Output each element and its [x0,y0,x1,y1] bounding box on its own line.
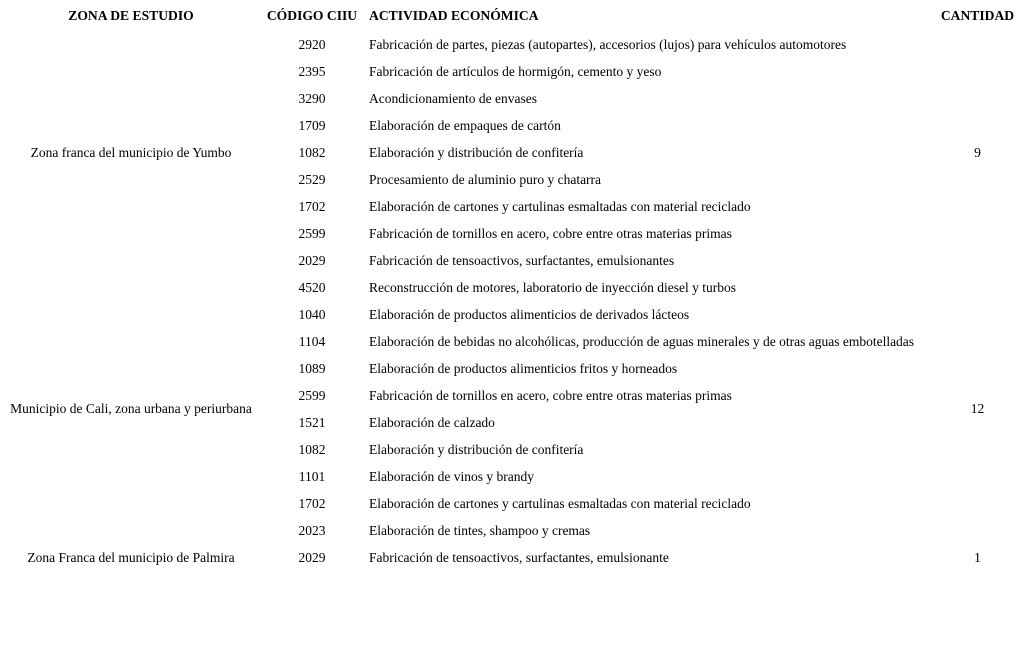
table-header-row [0,0,1021,31]
actividad-cell: Fabricación de partes, piezas (autopartes), accesorios (lujos) para vehículos automotores [369,36,847,52]
cantidad-cell: 1 [974,549,981,565]
actividad-cell: Elaboración de bebidas no alcohólicas, producción de aguas minerales y de otras aguas embotelladas [369,333,915,349]
codigo-cell: 1702 [298,495,326,511]
table-row [0,544,1021,571]
actividad-cell: Elaboración de tintes, shampoo y cremas [369,522,591,538]
codigo-cell: 1082 [298,144,326,160]
actividad-cell: Fabricación de tornillos en acero, cobre entre otras materias primas [369,225,732,241]
codigo-cell: 1104 [298,333,326,349]
actividad-cell: Elaboración de vinos y brandy [369,468,534,484]
actividad-cell: Elaboración de cartones y cartulinas esmaltadas con material reciclado [369,495,751,511]
actividad-cell: Fabricación de artículos de hormigón, cemento y yeso [369,63,662,79]
zona-cell: Zona Franca del municipio de Palmira [27,549,235,565]
actividad-cell: Elaboración y distribución de confitería [369,441,584,457]
actividad-cell: Elaboración de calzado [369,414,495,430]
cantidad-cell: 9 [974,144,981,160]
codigo-cell: 2599 [298,225,326,241]
actividad-cell: Reconstrucción de motores, laboratorio de inyección diesel y turbos [369,279,737,295]
cantidad-cell: 12 [970,401,985,416]
actividad-cell: Elaboración y distribución de confitería [369,144,584,160]
table-row [0,274,1021,301]
codigo-cell: 1101 [298,468,326,484]
codigo-cell: 2920 [298,36,326,52]
codigo-cell: 2029 [298,252,326,268]
actividad-cell: Fabricación de tensoactivos, surfactantes, emulsionante [369,549,669,565]
actividad-cell: Elaboración de productos alimenticios de derivados lácteos [369,306,690,322]
codigo-cell: 1040 [298,306,326,322]
zona-cell: Zona franca del municipio de Yumbo [30,144,232,160]
actividad-cell: Elaboración de empaques de cartón [369,117,561,133]
codigo-cell: 3290 [298,90,326,106]
codigo-cell: 1082 [298,441,326,457]
actividad-cell: Elaboración de cartones y cartulinas esmaltadas con material reciclado [369,198,751,214]
actividad-cell: Acondicionamiento de envases [369,90,537,106]
codigo-cell: 2529 [298,171,326,187]
table-body [0,31,1021,571]
actividad-cell: Fabricación de tornillos en acero, cobre entre otras materias primas [369,387,732,403]
zona-cell: Municipio de Cali, zona urbana y periurbana [10,401,252,416]
column-header-zona-de-estudio: ZONA DE ESTUDIO [68,7,194,23]
codigo-cell: 2023 [298,522,326,538]
codigo-cell: 1521 [298,414,326,430]
codigo-cell: 1702 [298,198,326,214]
codigo-cell: 2599 [298,387,326,403]
column-header-cantidad: CANTIDAD [940,7,1015,23]
codigo-cell: 2029 [298,549,326,565]
column-header-actividad-economica: ACTIVIDAD ECONÓMICA [369,7,539,23]
actividad-cell: Fabricación de tensoactivos, surfactantes, emulsionantes [369,252,675,268]
table-row [0,31,1021,58]
actividad-cell: Procesamiento de aluminio puro y chatarra [369,171,602,187]
column-header-codigo-ciiu: CÓDIGO CIIU [266,7,358,23]
codigo-cell: 1089 [298,360,326,376]
codigo-cell: 2395 [298,63,326,79]
actividad-cell: Elaboración de productos alimenticios fritos y horneados [369,360,678,376]
codigo-cell: 4520 [298,279,326,295]
codigo-cell: 1709 [298,117,326,133]
